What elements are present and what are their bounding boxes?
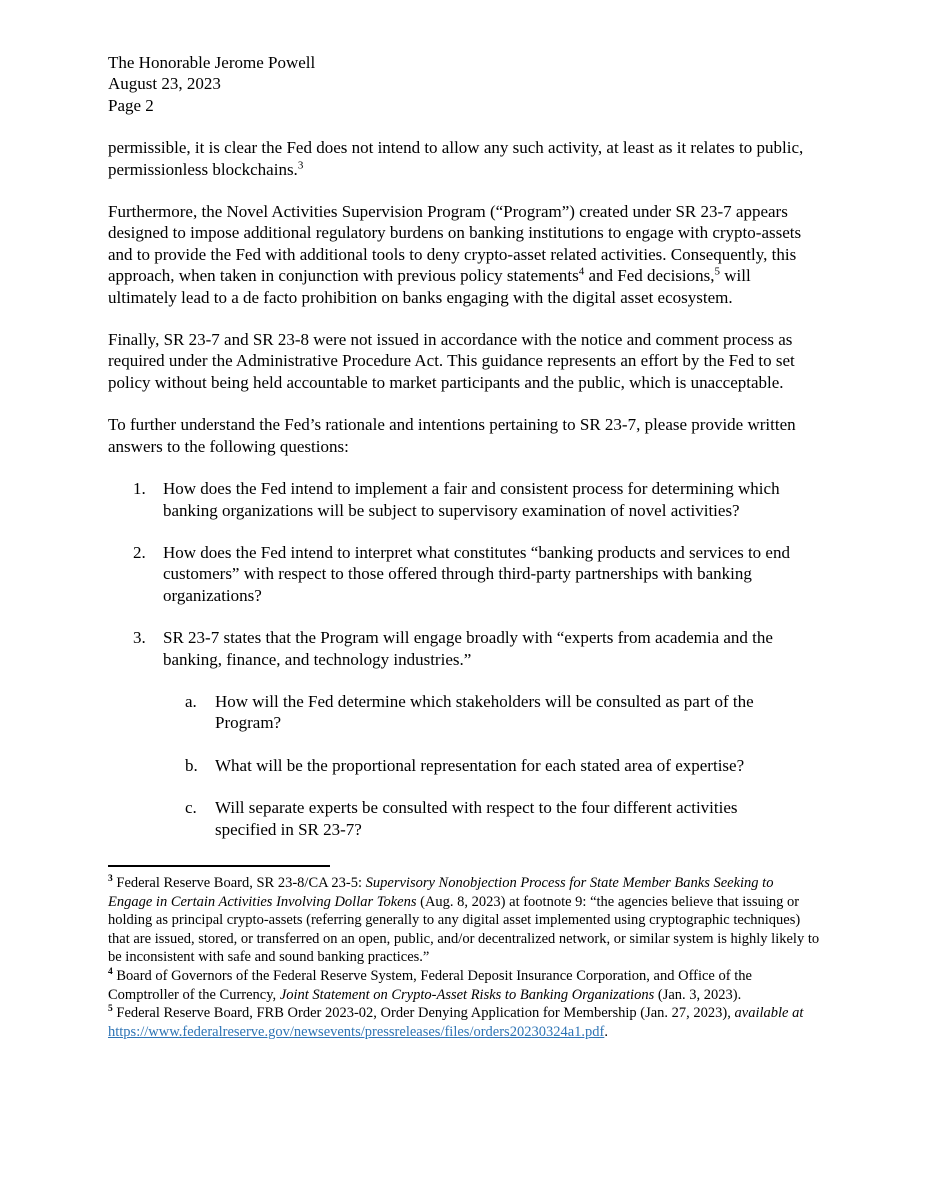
letter-header <box>108 52 820 116</box>
paragraph-text: will ultimately lead to a de facto prohibition on banks engaging with the digital asset ecosystem. <box>108 266 751 307</box>
subquestion-c <box>185 797 820 840</box>
paragraph-permissible <box>108 137 820 180</box>
question-number: 1. <box>133 479 146 499</box>
question-1 <box>133 478 820 521</box>
paragraph-text: permissible, it is clear the Fed does not intend to allow any such activity, at least as it relates to public, permissionless blockchains. <box>108 138 804 179</box>
footnote-4 <box>108 967 820 1004</box>
subquestion-letter: b. <box>185 755 198 775</box>
subquestion-text: Will separate experts be consulted with respect to the four different activities specified in SR 23-7? <box>215 798 738 839</box>
subquestion-list <box>108 691 820 840</box>
question-list <box>108 478 820 670</box>
question-text: How does the Fed intend to interpret what constitutes “banking products and services to end customers” with respect to those offered through third-party partnerships with banking organizations? <box>163 542 790 605</box>
footnote-text: (Aug. 8, 2023) at footnote 9: “the agencies believe that issuing or holding as principal crypto-assets (referring generally to any digital asset implemented using cryptographic techniques) that are issued, stored, or transferred on an open, public, and/or decentralized network, or similar system is highly likely to be inconsistent with safe and sound banking practices.” <box>108 893 820 966</box>
question-number: 2. <box>133 542 146 562</box>
question-2 <box>133 542 820 606</box>
footnote-number: 4 <box>108 967 113 978</box>
question-text: SR 23-7 states that the Program will engage broadly with “experts from academia and the banking, finance, and technology industries.” <box>163 628 773 669</box>
subquestion-letter: a. <box>185 691 197 711</box>
paragraph-text: and Fed decisions, <box>584 266 715 286</box>
paragraph-text: Furthermore, the Novel Activities Supervision Program (“Program”) created under SR 23-7 appears designed to impose additional regulatory burdens on banking institutions to engage with crypto-assets and to provide the Fed with additional tools to deny crypto-asset related activities. Consequently, this approach, when taken in conjunction with previous policy statements <box>108 202 802 286</box>
footnote-text: (Jan. 3, 2023). <box>654 986 742 1003</box>
footnote-ref-5: 5 <box>714 265 721 278</box>
letter-date: August 23, 2023 <box>108 74 221 94</box>
footnote-available-at: available at <box>734 1005 804 1022</box>
footnote-3 <box>108 874 820 967</box>
footnote-separator <box>108 865 330 867</box>
subquestion-a <box>185 691 820 734</box>
footnote-text: Board of Governors of the Federal Reserve System, Federal Deposit Insurance Corporation, and Office of the Comptroller of the Currency, <box>108 967 752 1003</box>
footnotes-section <box>108 874 820 1041</box>
question-number: 3. <box>133 628 146 648</box>
footnote-citation-title: Supervisory Nonobjection Process for State Member Banks Seeking to Engage in Certain Activities Involving Dollar Tokens <box>108 874 774 910</box>
footnote-citation-title: Joint Statement on Crypto-Asset Risks to Banking Organizations <box>279 986 655 1003</box>
question-text: How does the Fed intend to implement a fair and consistent process for determining which banking organizations will be subject to supervisory examination of novel activities? <box>163 479 780 520</box>
footnote-number: 3 <box>108 874 113 885</box>
footnote-ref-3: 3 <box>297 158 304 171</box>
subquestion-letter: c. <box>185 798 197 818</box>
footnote-text: Federal Reserve Board, FRB Order 2023-02, Order Denying Application for Membership (Jan. 27, 2023), <box>112 1005 735 1022</box>
footnote-ref-4: 4 <box>578 265 585 278</box>
question-3 <box>133 627 820 670</box>
paragraph-questions-intro: To further understand the Fed’s rationale and intentions pertaining to SR 23-7, please provide written answers to the following questions: <box>108 415 796 456</box>
paragraph-furthermore <box>108 201 820 308</box>
footnote-text: Federal Reserve Board, SR 23-8/CA 23-5: <box>112 874 366 891</box>
federalreserve-order-link[interactable]: https://www.federalreserve.gov/newsevents/pressreleases/files/orders20230324a1.pdf <box>108 1023 605 1040</box>
recipient-name: The Honorable Jerome Powell <box>108 53 316 72</box>
footnote-5 <box>108 1004 820 1041</box>
subquestion-text: How will the Fed determine which stakeholders will be consulted as part of the Program? <box>215 691 754 733</box>
footnote-text: . <box>604 1023 608 1040</box>
footnote-number: 5 <box>108 1004 113 1015</box>
paragraph-finally: Finally, SR 23-7 and SR 23-8 were not issued in accordance with the notice and comment process as required under the Administrative Procedure Act. This guidance represents an effort by the Fed to set policy without being held accountable to market participants and the public, which is unacceptable. <box>108 330 795 392</box>
subquestion-text: What will be the proportional representation for each stated area of expertise? <box>215 755 745 775</box>
subquestion-b <box>185 755 820 776</box>
page-number: Page 2 <box>108 95 154 115</box>
